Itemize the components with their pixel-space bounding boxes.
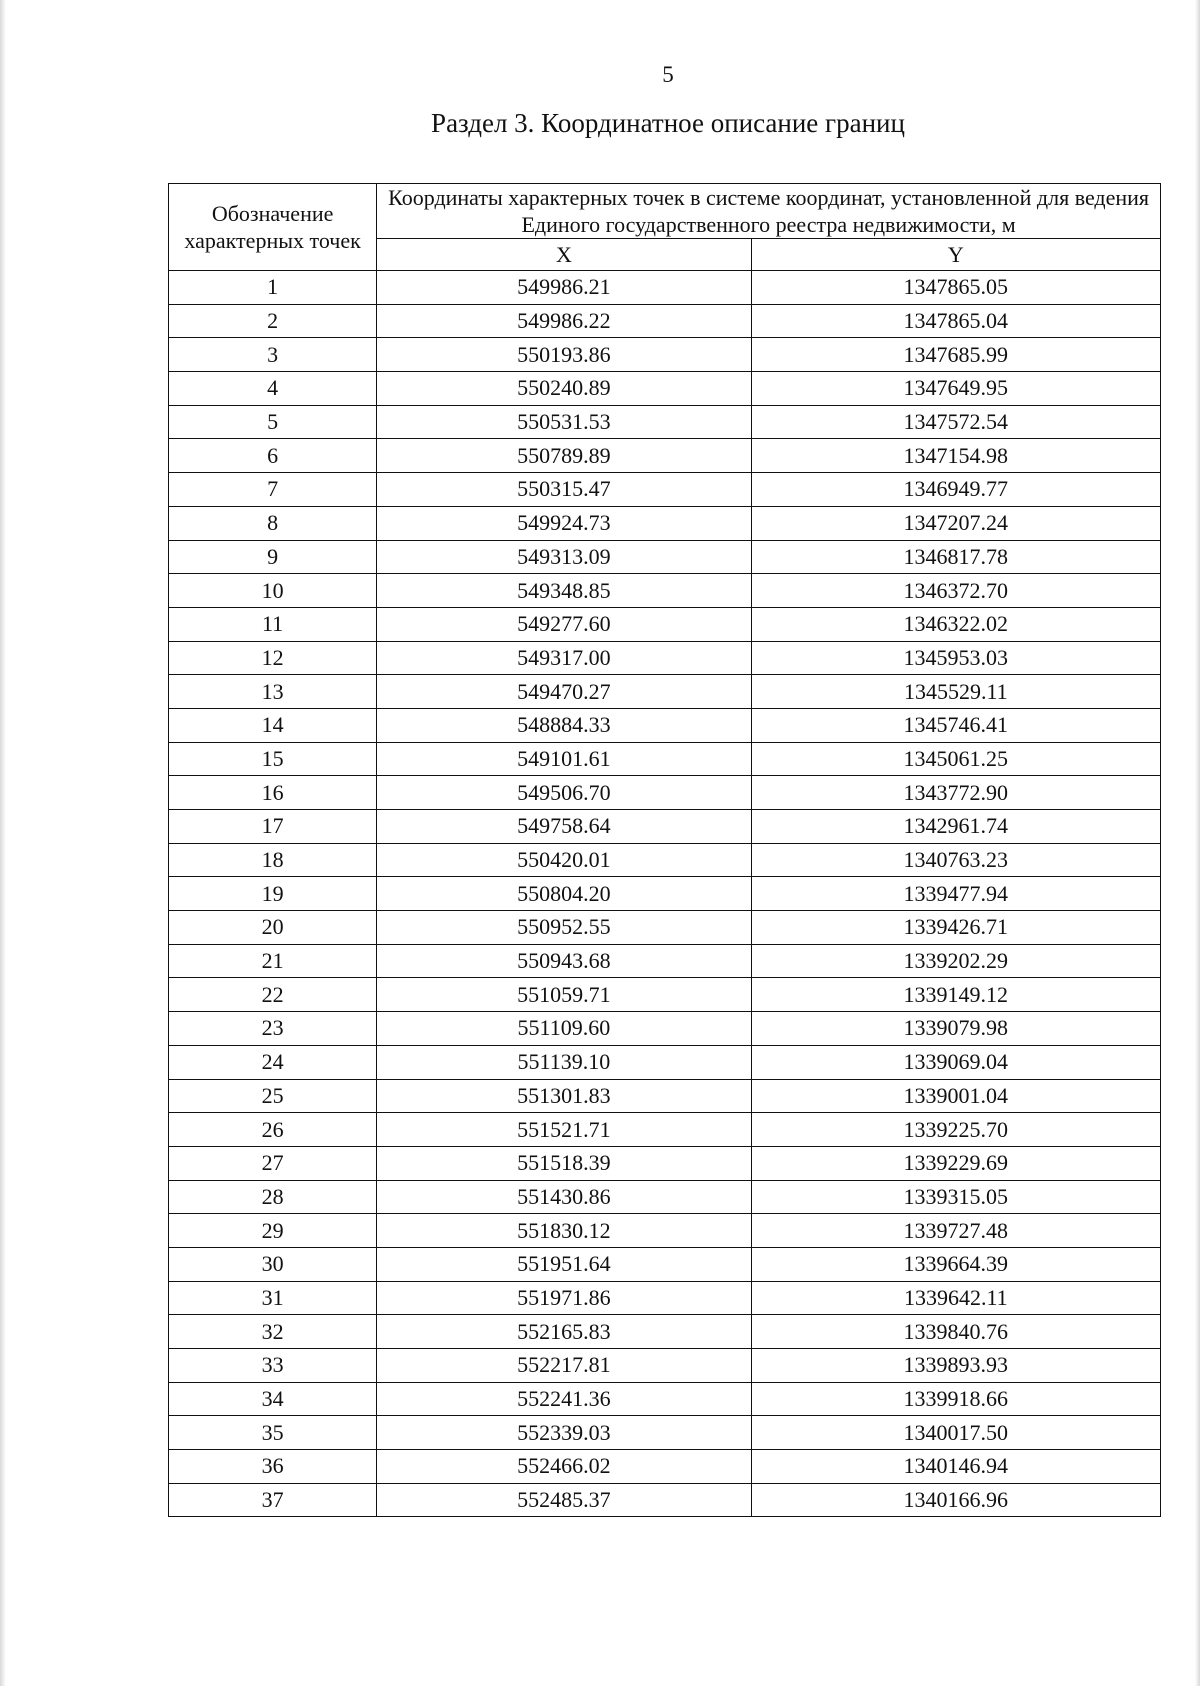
point-number-cell: 35 <box>169 1416 377 1450</box>
x-coordinate-cell: 549986.21 <box>377 271 751 305</box>
table-row <box>169 1079 1161 1113</box>
table-row <box>169 1214 1161 1248</box>
header-row <box>169 184 1161 239</box>
point-number-cell: 30 <box>169 1247 377 1281</box>
point-number-cell: 25 <box>169 1079 377 1113</box>
table-row <box>169 1382 1161 1416</box>
y-coordinate-cell: 1345061.25 <box>751 742 1160 776</box>
y-coordinate-cell: 1339426.71 <box>751 911 1160 945</box>
x-coordinate-cell: 550420.01 <box>377 843 751 877</box>
y-coordinate-cell: 1339664.39 <box>751 1247 1160 1281</box>
x-coordinate-cell: 551830.12 <box>377 1214 751 1248</box>
header-point-designation: Обозначение характерных точек <box>169 184 377 271</box>
table-row <box>169 944 1161 978</box>
y-coordinate-cell: 1346817.78 <box>751 540 1160 574</box>
y-coordinate-cell: 1345953.03 <box>751 641 1160 675</box>
x-coordinate-cell: 552485.37 <box>377 1483 751 1517</box>
point-number-cell: 32 <box>169 1315 377 1349</box>
x-coordinate-cell: 550315.47 <box>377 473 751 507</box>
x-coordinate-cell: 552241.36 <box>377 1382 751 1416</box>
header-y: Y <box>751 239 1160 271</box>
y-coordinate-cell: 1347207.24 <box>751 506 1160 540</box>
point-number-cell: 11 <box>169 607 377 641</box>
x-coordinate-cell: 551518.39 <box>377 1146 751 1180</box>
table-row <box>169 1045 1161 1079</box>
point-number-cell: 7 <box>169 473 377 507</box>
table-row <box>169 1247 1161 1281</box>
table-row <box>169 607 1161 641</box>
point-number-cell: 5 <box>169 405 377 439</box>
point-number-cell: 4 <box>169 372 377 406</box>
scan-edge-left <box>0 0 6 1686</box>
x-coordinate-cell: 549317.00 <box>377 641 751 675</box>
x-coordinate-cell: 551059.71 <box>377 978 751 1012</box>
point-number-cell: 27 <box>169 1146 377 1180</box>
table-row <box>169 1113 1161 1147</box>
point-number-cell: 16 <box>169 776 377 810</box>
y-coordinate-cell: 1345529.11 <box>751 675 1160 709</box>
x-coordinate-cell: 550240.89 <box>377 372 751 406</box>
y-coordinate-cell: 1347572.54 <box>751 405 1160 439</box>
table-row <box>169 742 1161 776</box>
point-number-cell: 31 <box>169 1281 377 1315</box>
y-coordinate-cell: 1339893.93 <box>751 1349 1160 1383</box>
x-coordinate-cell: 549101.61 <box>377 742 751 776</box>
x-coordinate-cell: 550531.53 <box>377 405 751 439</box>
x-coordinate-cell: 552339.03 <box>377 1416 751 1450</box>
table-row <box>169 641 1161 675</box>
y-coordinate-cell: 1339202.29 <box>751 944 1160 978</box>
point-number-cell: 21 <box>169 944 377 978</box>
x-coordinate-cell: 549470.27 <box>377 675 751 709</box>
point-number-cell: 33 <box>169 1349 377 1383</box>
point-number-cell: 29 <box>169 1214 377 1248</box>
table-row <box>169 405 1161 439</box>
y-coordinate-cell: 1340017.50 <box>751 1416 1160 1450</box>
table-row <box>169 911 1161 945</box>
y-coordinate-cell: 1339315.05 <box>751 1180 1160 1214</box>
header-x: X <box>377 239 751 271</box>
y-coordinate-cell: 1347685.99 <box>751 338 1160 372</box>
x-coordinate-cell: 549277.60 <box>377 607 751 641</box>
table-row <box>169 574 1161 608</box>
point-number-cell: 24 <box>169 1045 377 1079</box>
x-coordinate-cell: 549924.73 <box>377 506 751 540</box>
point-number-cell: 3 <box>169 338 377 372</box>
x-coordinate-cell: 550804.20 <box>377 877 751 911</box>
y-coordinate-cell: 1339001.04 <box>751 1079 1160 1113</box>
y-coordinate-cell: 1339229.69 <box>751 1146 1160 1180</box>
table-row <box>169 1146 1161 1180</box>
x-coordinate-cell: 549986.22 <box>377 304 751 338</box>
y-coordinate-cell: 1339840.76 <box>751 1315 1160 1349</box>
x-coordinate-cell: 551971.86 <box>377 1281 751 1315</box>
y-coordinate-cell: 1340146.94 <box>751 1450 1160 1484</box>
x-coordinate-cell: 551951.64 <box>377 1247 751 1281</box>
y-coordinate-cell: 1347154.98 <box>751 439 1160 473</box>
x-coordinate-cell: 548884.33 <box>377 708 751 742</box>
page-number: 5 <box>662 62 674 87</box>
y-coordinate-cell: 1339069.04 <box>751 1045 1160 1079</box>
table-row <box>169 1416 1161 1450</box>
table-row <box>169 1450 1161 1484</box>
y-coordinate-cell: 1339149.12 <box>751 978 1160 1012</box>
point-number-cell: 36 <box>169 1450 377 1484</box>
x-coordinate-cell: 549313.09 <box>377 540 751 574</box>
table-row <box>169 776 1161 810</box>
table-row <box>169 675 1161 709</box>
table-row <box>169 810 1161 844</box>
table-row <box>169 877 1161 911</box>
x-coordinate-cell: 551430.86 <box>377 1180 751 1214</box>
x-coordinate-cell: 551301.83 <box>377 1079 751 1113</box>
table-row <box>169 439 1161 473</box>
point-number-cell: 19 <box>169 877 377 911</box>
point-number-cell: 34 <box>169 1382 377 1416</box>
point-number-cell: 8 <box>169 506 377 540</box>
table-row <box>169 1483 1161 1517</box>
point-number-cell: 14 <box>169 708 377 742</box>
y-coordinate-cell: 1339225.70 <box>751 1113 1160 1147</box>
table-row <box>169 1315 1161 1349</box>
table-row <box>169 1012 1161 1046</box>
x-coordinate-cell: 551521.71 <box>377 1113 751 1147</box>
point-number-cell: 9 <box>169 540 377 574</box>
y-coordinate-cell: 1339642.11 <box>751 1281 1160 1315</box>
table-row <box>169 708 1161 742</box>
point-number-cell: 23 <box>169 1012 377 1046</box>
table-row <box>169 473 1161 507</box>
table-row <box>169 304 1161 338</box>
y-coordinate-cell: 1345746.41 <box>751 708 1160 742</box>
table-row <box>169 1281 1161 1315</box>
header-coordinates: Координаты характерных точек в системе координат, установленной для ведения Единого государственного реестра недвижимости, м <box>377 184 1161 239</box>
x-coordinate-cell: 550193.86 <box>377 338 751 372</box>
table-header <box>169 184 1161 271</box>
point-number-cell: 1 <box>169 271 377 305</box>
y-coordinate-cell: 1347649.95 <box>751 372 1160 406</box>
x-coordinate-cell: 551109.60 <box>377 1012 751 1046</box>
x-coordinate-cell: 550943.68 <box>377 944 751 978</box>
table-row <box>169 1180 1161 1214</box>
x-coordinate-cell: 549506.70 <box>377 776 751 810</box>
point-number-cell: 15 <box>169 742 377 776</box>
point-number-cell: 2 <box>169 304 377 338</box>
table-body <box>169 271 1161 1517</box>
x-coordinate-cell: 552466.02 <box>377 1450 751 1484</box>
scan-edge-right <box>1195 0 1200 1686</box>
x-coordinate-cell: 552217.81 <box>377 1349 751 1383</box>
point-number-cell: 18 <box>169 843 377 877</box>
y-coordinate-cell: 1340763.23 <box>751 843 1160 877</box>
y-coordinate-cell: 1346322.02 <box>751 607 1160 641</box>
table-row <box>169 271 1161 305</box>
y-coordinate-cell: 1347865.04 <box>751 304 1160 338</box>
point-number-cell: 20 <box>169 911 377 945</box>
y-coordinate-cell: 1342961.74 <box>751 810 1160 844</box>
x-coordinate-cell: 551139.10 <box>377 1045 751 1079</box>
table-row <box>169 540 1161 574</box>
y-coordinate-cell: 1339918.66 <box>751 1382 1160 1416</box>
point-number-cell: 10 <box>169 574 377 608</box>
y-coordinate-cell: 1347865.05 <box>751 271 1160 305</box>
y-coordinate-cell: 1346372.70 <box>751 574 1160 608</box>
y-coordinate-cell: 1340166.96 <box>751 1483 1160 1517</box>
x-coordinate-cell: 552165.83 <box>377 1315 751 1349</box>
point-number-cell: 12 <box>169 641 377 675</box>
point-number-cell: 22 <box>169 978 377 1012</box>
point-number-cell: 26 <box>169 1113 377 1147</box>
table-row <box>169 1349 1161 1383</box>
x-coordinate-cell: 549758.64 <box>377 810 751 844</box>
x-coordinate-cell: 549348.85 <box>377 574 751 608</box>
y-coordinate-cell: 1339079.98 <box>751 1012 1160 1046</box>
table-row <box>169 978 1161 1012</box>
point-number-cell: 13 <box>169 675 377 709</box>
table-row <box>169 506 1161 540</box>
x-coordinate-cell: 550952.55 <box>377 911 751 945</box>
y-coordinate-cell: 1346949.77 <box>751 473 1160 507</box>
table-row <box>169 843 1161 877</box>
point-number-cell: 17 <box>169 810 377 844</box>
x-coordinate-cell: 550789.89 <box>377 439 751 473</box>
y-coordinate-cell: 1339477.94 <box>751 877 1160 911</box>
coordinates-table <box>168 183 1161 1517</box>
section-title: Раздел 3. Координатное описание границ <box>431 108 905 138</box>
table-row <box>169 372 1161 406</box>
y-coordinate-cell: 1343772.90 <box>751 776 1160 810</box>
point-number-cell: 37 <box>169 1483 377 1517</box>
point-number-cell: 6 <box>169 439 377 473</box>
y-coordinate-cell: 1339727.48 <box>751 1214 1160 1248</box>
table-row <box>169 338 1161 372</box>
point-number-cell: 28 <box>169 1180 377 1214</box>
